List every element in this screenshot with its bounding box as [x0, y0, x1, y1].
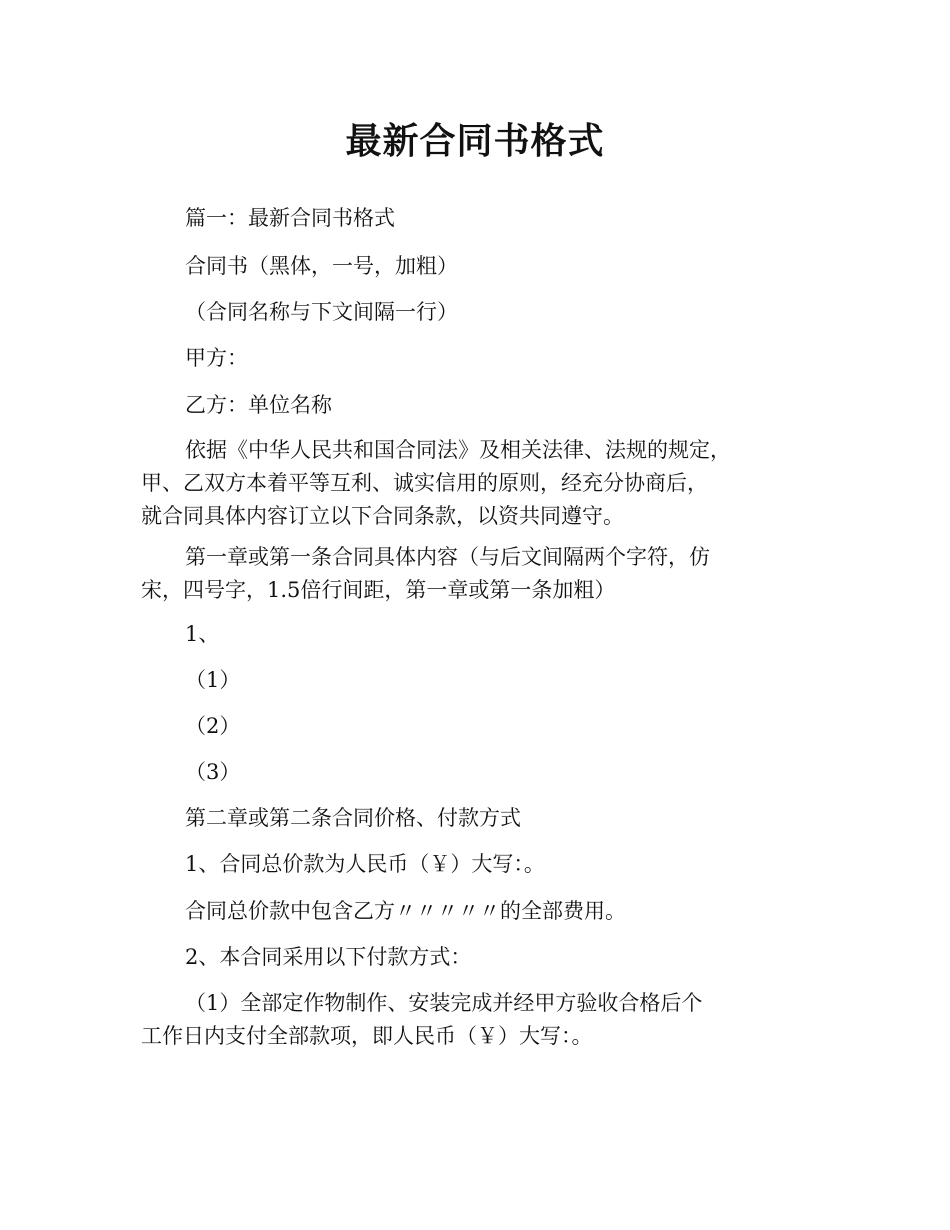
paragraph-6 — [141, 434, 821, 533]
paragraph-line: 依据《中华人民共和国合同法》及相关法律、法规的规定， — [185, 438, 731, 462]
paragraph-3 — [141, 296, 821, 329]
paragraph-line: （3） — [185, 760, 241, 784]
paragraph-16 — [141, 987, 821, 1053]
paragraph-7 — [141, 541, 821, 607]
paragraph-line: 合同总价款中包含乙方〃〃〃〃〃的全部费用。 — [185, 899, 626, 923]
paragraph-line: 甲、乙双方本着平等互利、诚实信用的原则，经充分协商后， — [141, 471, 708, 495]
paragraph-line: （2） — [185, 714, 241, 738]
paragraph-line: （合同名称与下文间隔一行） — [185, 300, 458, 324]
paragraph-4 — [141, 342, 821, 375]
paragraph-line: 合同书（黑体，一号，加粗） — [185, 254, 458, 278]
paragraph-5 — [141, 389, 821, 422]
paragraph-11 — [141, 756, 821, 789]
paragraph-8 — [141, 618, 821, 651]
paragraph-line: 乙方：单位名称 — [185, 393, 332, 417]
paragraph-line: （1） — [185, 668, 241, 692]
paragraph-line: 甲方： — [185, 346, 248, 370]
paragraph-line: 工作日内支付全部款项，即人民币（￥）大写：。 — [141, 1024, 593, 1048]
paragraph-line: （1）全部定作物制作、安装完成并经甲方验收合格后个 — [185, 991, 703, 1015]
paragraph-9 — [141, 664, 821, 697]
paragraph-14 — [141, 895, 821, 928]
paragraph-line: 2、本合同采用以下付款方式： — [185, 945, 472, 969]
paragraph-12 — [141, 802, 821, 835]
paragraph-line: 篇一：最新合同书格式 — [185, 206, 395, 230]
paragraph-line: 1、合同总价款为人民币（￥）大写：。 — [185, 852, 545, 876]
paragraph-line: 就合同具体内容订立以下合同条款，以资共同遵守。 — [141, 504, 624, 528]
paragraph-line: 1、 — [185, 622, 220, 646]
paragraph-13 — [141, 848, 821, 881]
paragraph-line: 第一章或第一条合同具体内容（与后文间隔两个字符，仿 — [185, 545, 710, 569]
document-title: 最新合同书格式 — [345, 121, 605, 162]
paragraph-2 — [141, 250, 821, 283]
paragraph-1 — [141, 202, 821, 235]
paragraph-15 — [141, 941, 821, 974]
paragraph-10 — [141, 710, 821, 743]
paragraph-line: 第二章或第二条合同价格、付款方式 — [185, 806, 521, 830]
paragraph-line: 宋，四号字，1.5倍行间距，第一章或第一条加粗） — [141, 578, 616, 602]
